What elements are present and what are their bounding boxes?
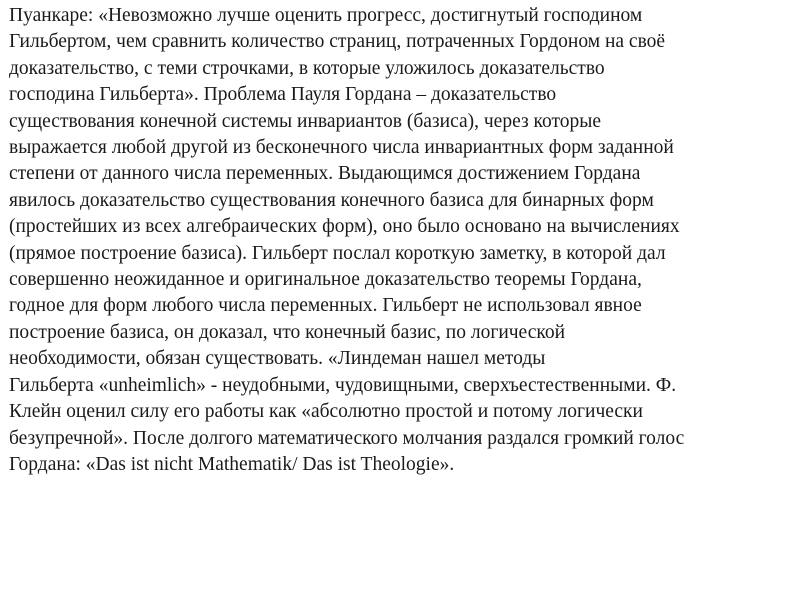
text-line: доказательство, с теми строчками, в которые уложилось доказательство xyxy=(9,57,605,79)
text-line: Гильбертом, чем сравнить количество страниц, потраченных Гордоном на своё xyxy=(9,31,666,53)
text-line: годное для форм любого числа переменных. Гильберт не использовал явное xyxy=(9,295,642,317)
text-line: Пуанкаре: «Невозможно лучше оценить прогресс, достигнутый господином xyxy=(9,5,643,26)
text-line: построение базиса, он доказал, что конечный базис, по логической xyxy=(9,321,566,343)
text-line: необходимости, обязан существовать. «Линдеман нашел методы xyxy=(9,348,546,370)
text-line: Клейн оценил силу его работы как «абсолютно простой и потому логически xyxy=(9,401,643,423)
text-line: явилось доказательство существования конечного базиса для бинарных форм xyxy=(9,189,654,211)
text-line: совершенно неожиданное и оригинальное доказательство теоремы Гордана, xyxy=(9,269,642,291)
text-line: существования конечной системы инвариантов (базиса), через которые xyxy=(9,110,602,132)
text-line: (простейших из всех алгебраических форм), оно было основано на вычислениях xyxy=(9,216,680,238)
text-line: Гильберта «unheimlich» - неудобными, чудовищными, сверхъестественными. Ф. xyxy=(9,374,677,396)
text-line: выражается любой другой из бесконечного числа инвариантных форм заданной xyxy=(9,137,674,159)
text-line: Гордана: «Das ist nicht Mathematik/ Das ist Theologie». xyxy=(9,453,455,475)
body-text xyxy=(9,3,793,478)
text-line: господина Гильберта». Проблема Пауля Гордана – доказательство xyxy=(9,84,557,106)
text-line: (прямое построение базиса). Гильберт послал короткую заметку, в которой дал xyxy=(9,242,666,264)
text-line: безупречной». После долгого математического молчания раздался громкий голос xyxy=(9,427,685,449)
text-line: степени от данного числа переменных. Выдающимся достижением Гордана xyxy=(9,163,641,185)
